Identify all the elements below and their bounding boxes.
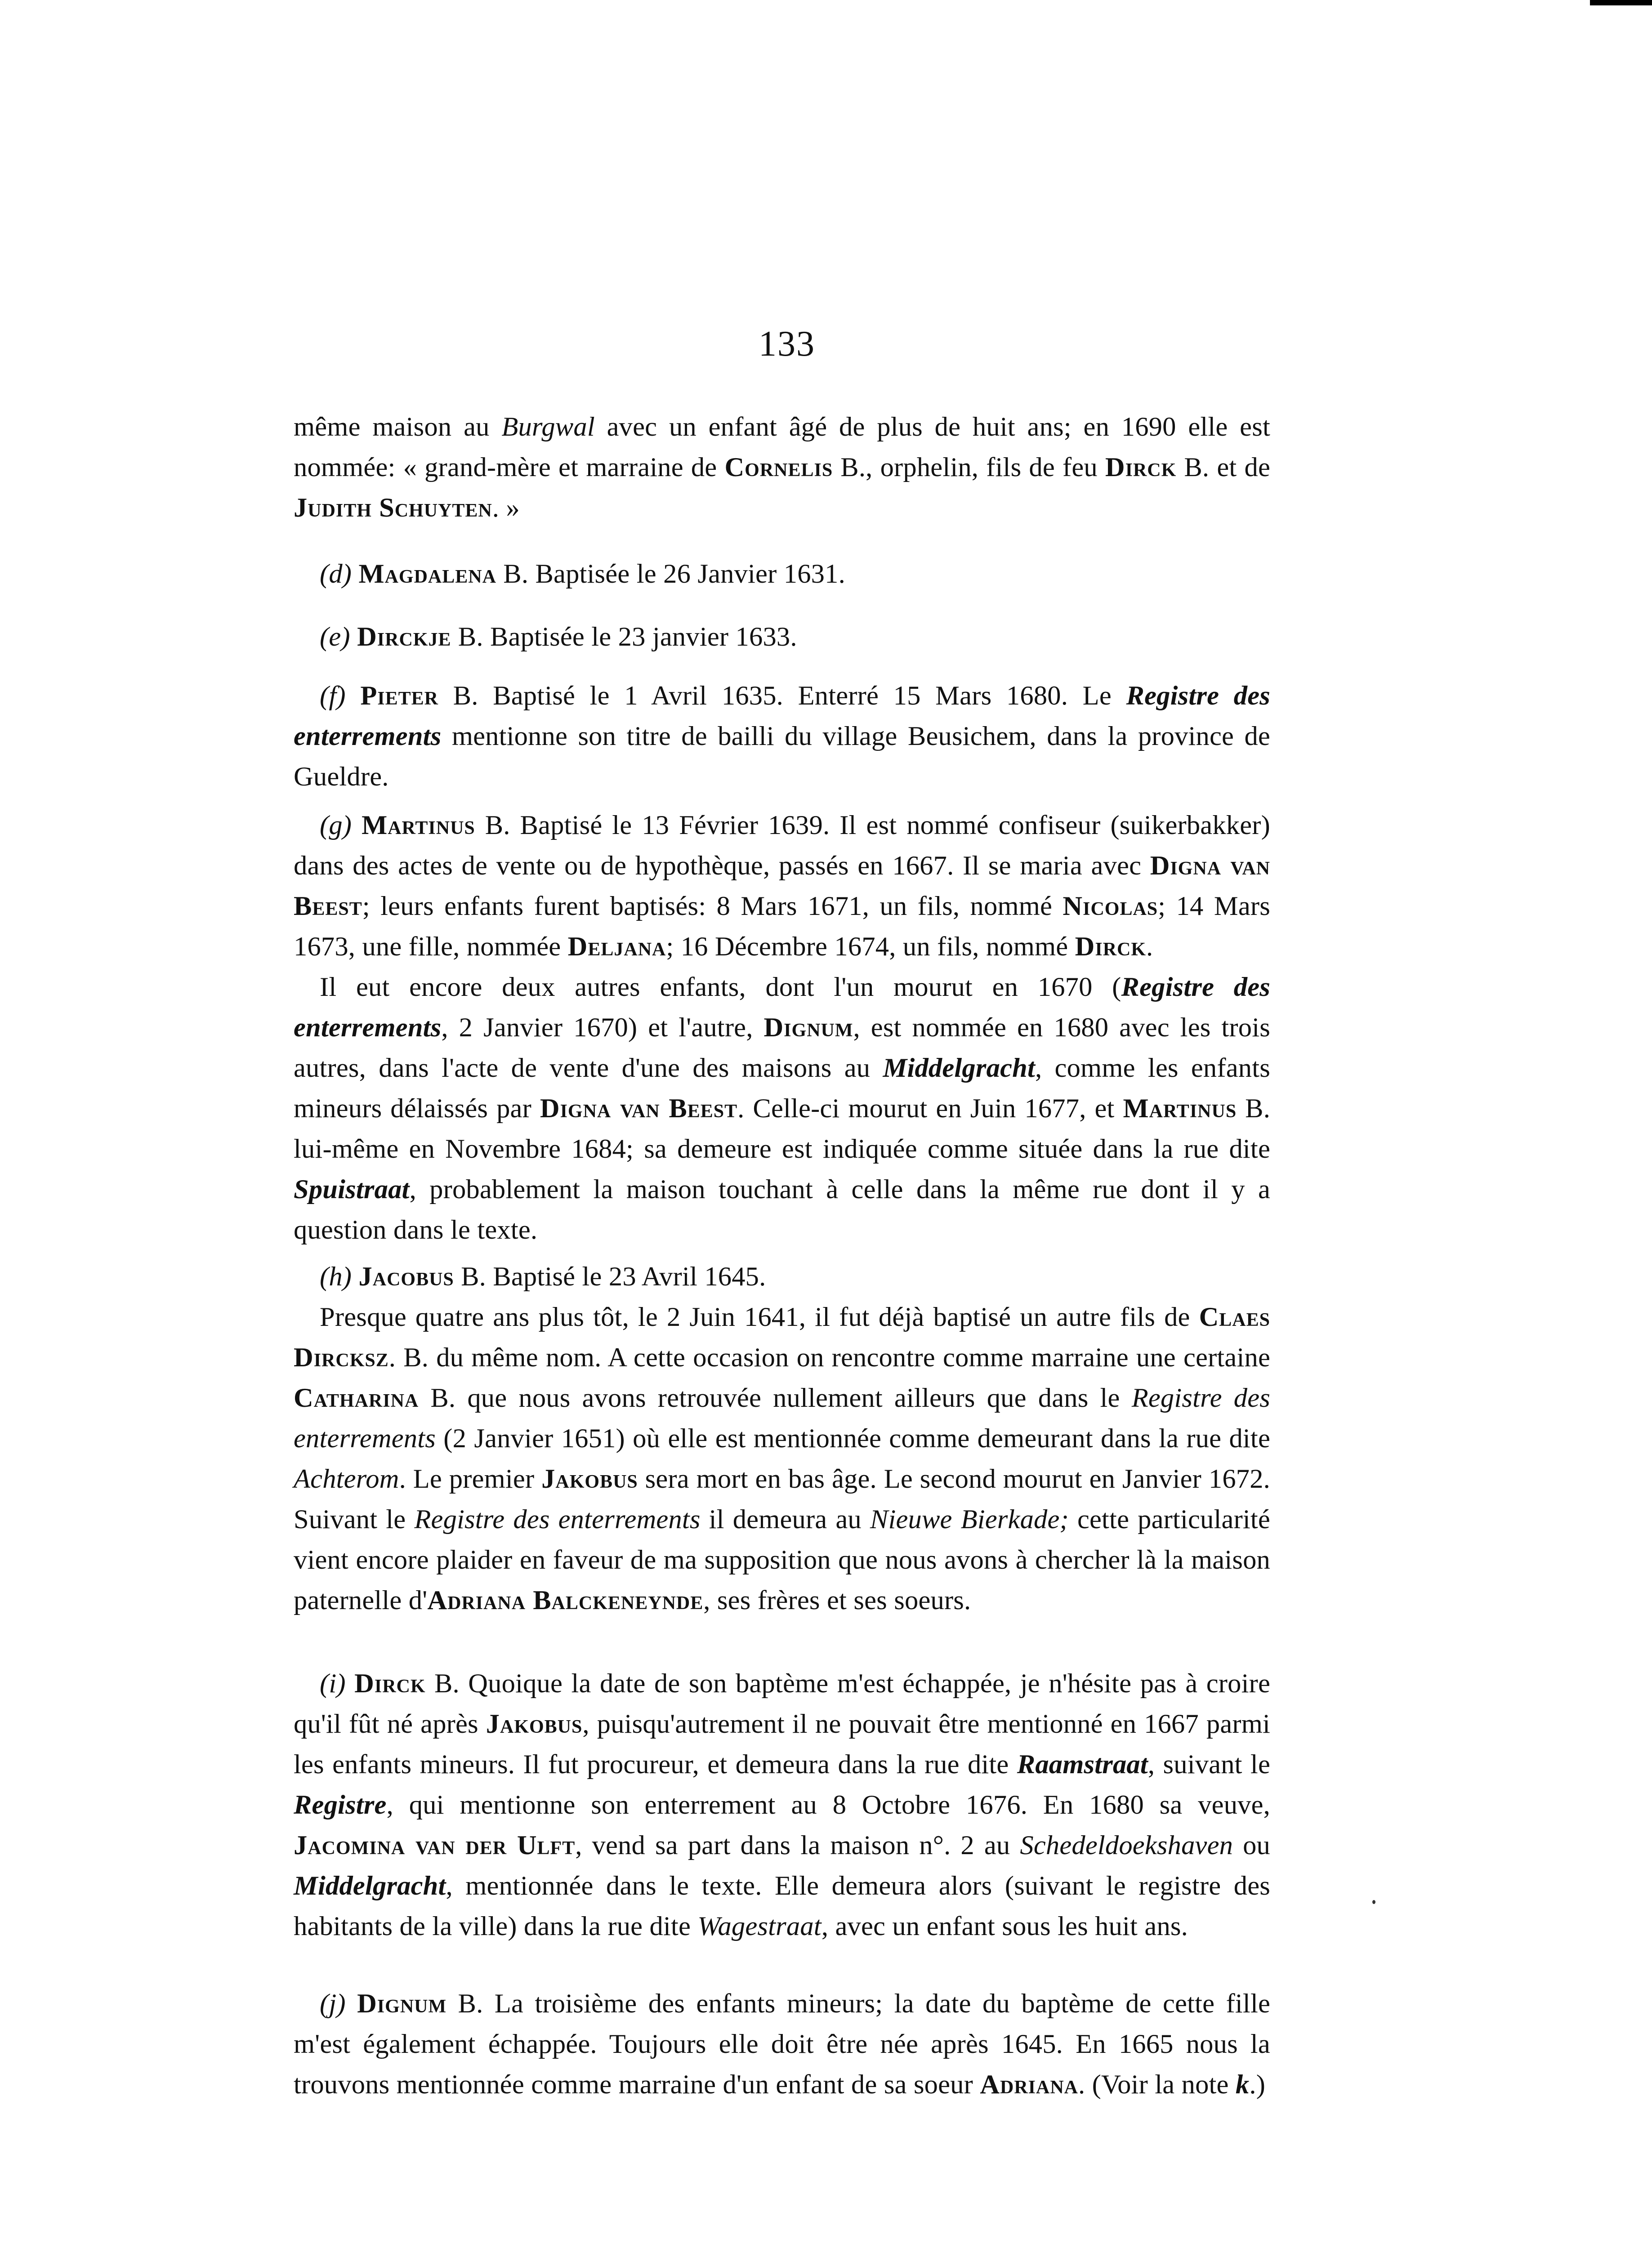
- person-name: Dirck: [354, 1668, 426, 1699]
- note-text: B. Baptisé le 13 Février 1639. Il est nommé confiseur (suikerbakker) dans des actes de vente ou de hypothèque, passés en 1667. Il se maria avec: [294, 810, 1270, 881]
- place-name: Middelgracht: [294, 1871, 446, 1901]
- note-text: (2 Janvier 1651) où elle est mentionnée comme demeurant dans la rue dite: [436, 1423, 1270, 1454]
- person-name: Cornelis: [724, 452, 833, 482]
- note-text: , puisqu'autrement il ne pouvait être mentionné en 1667 parmi les enfants mineurs. Il fut procureur, et demeura dans la rue dite: [294, 1709, 1270, 1780]
- note-text: ; 16 Décembre 1674, un fils, nommé: [666, 932, 1075, 962]
- note-text: B. Baptisée le 23 janvier 1633.: [451, 622, 797, 652]
- page-number: 133: [759, 324, 815, 364]
- person-name: Dignum: [763, 1012, 853, 1043]
- continuation-text: même maison au: [294, 412, 502, 442]
- note-text: , ses frères et ses soeurs.: [703, 1585, 971, 1615]
- note-text: mentionne son titre de bailli du village Beusichem, dans la province de Gueldre.: [294, 721, 1270, 792]
- person-name: Deljana: [567, 932, 666, 962]
- note-text: .): [1249, 2070, 1266, 2100]
- note-text: . Celle-ci mourut en Juin 1677, et: [737, 1093, 1123, 1124]
- person-name: Adriana: [980, 2070, 1079, 2100]
- continuation-text: B., orphelin, fils de feu: [833, 452, 1105, 482]
- place-name: Schedeldoekshaven: [1020, 1830, 1233, 1860]
- note-reference: k: [1235, 2070, 1250, 2100]
- person-name: Catharina: [294, 1383, 419, 1413]
- note-text: , vend sa part dans la maison n°. 2 au: [575, 1830, 1020, 1860]
- note-label: (i): [320, 1668, 346, 1699]
- note-text: Il eut encore deux autres enfants, dont l'un mourut en 1670 (: [320, 972, 1121, 1002]
- register-title: Registre des enterrements: [294, 1383, 1270, 1454]
- person-name: Magdalena: [358, 559, 496, 589]
- note-text: ; 14 Mars 1673, une fille, nommée: [294, 891, 1270, 962]
- note-text: , probablement la maison touchant à celle dans la même rue dont il y a question dans le texte.: [294, 1174, 1270, 1245]
- person-name: Nicolas: [1063, 891, 1158, 921]
- register-title: Registre: [294, 1790, 387, 1820]
- note-text: , comme les enfants mineurs délaissés par: [294, 1053, 1270, 1124]
- note-label: (f): [320, 681, 346, 711]
- place-name: Wagestraat: [697, 1911, 822, 1941]
- note-text: . Le premier: [399, 1464, 542, 1494]
- note-text: B. Baptisé le 23 Avril 1645.: [454, 1262, 766, 1292]
- place-name: Middelgracht: [883, 1053, 1035, 1083]
- person-name: Dirck: [1105, 452, 1177, 482]
- note-text: . (Voir la note: [1078, 2070, 1236, 2100]
- scan-speck: [1372, 1900, 1375, 1904]
- register-title: Registre des enterrements: [414, 1504, 701, 1534]
- place-name: Raamstraat: [1017, 1749, 1148, 1780]
- person-name: Jakobus: [486, 1709, 583, 1739]
- note-text: ; leurs enfants furent baptisés: 8 Mars 1671, un fils, nommé: [362, 891, 1063, 921]
- person-name: Dignum: [357, 1989, 447, 2019]
- note-text: B. Quoique la date de son baptème m'est échappée, je n'hésite pas à croire qu'il fût né après: [294, 1668, 1271, 1739]
- note-text: cette particularité vient encore plaider en faveur de ma supposition que nous avons à chercher là la maison paternelle d': [294, 1504, 1270, 1615]
- note-text: , suivant le: [1147, 1749, 1270, 1780]
- register-title: Registre des enterrements: [294, 972, 1270, 1043]
- note-label: (d): [320, 559, 352, 589]
- note-e: [294, 617, 1270, 657]
- person-name: Pieter: [360, 681, 439, 711]
- person-name: Martinus: [362, 810, 475, 840]
- note-g: [294, 805, 1270, 1250]
- note-text: Presque quatre ans plus tôt, le 2 Juin 1641, il fut déjà baptisé un autre fils de: [320, 1302, 1199, 1332]
- note-text: B. lui-même en Novembre 1684; sa demeure est indiquée comme située dans la rue dite: [294, 1093, 1271, 1164]
- note-text: il demeura au: [700, 1504, 870, 1534]
- place-name: Achterom: [294, 1464, 399, 1494]
- note-text: , est nommée en 1680 avec les trois autres, dans l'acte de vente d'une des maisons au: [294, 1012, 1270, 1083]
- person-name: Jacomina van der Ulft: [294, 1830, 576, 1860]
- note-j: [294, 1984, 1270, 2105]
- continuation-text: avec un enfant âgé de plus de huit ans; en 1690 elle est nommée: « grand-mère et marraine de: [294, 412, 1270, 482]
- note-text: .: [1146, 932, 1153, 962]
- scan-edge-mark: [1590, 0, 1652, 5]
- note-label: (g): [320, 810, 352, 840]
- register-title: Registre des enterrements: [294, 681, 1270, 751]
- note-text: B. Baptisé le 1 Avril 1635. Enterré 15 Mars 1680. Le: [438, 681, 1126, 711]
- note-text: ou: [1233, 1830, 1270, 1860]
- note-h: [294, 1257, 1270, 1621]
- person-name: Adriana Balckeneynde: [427, 1585, 704, 1615]
- note-label: (h): [320, 1262, 352, 1292]
- note-text: , mentionnée dans le texte. Elle demeura alors (suivant le registre des habitants de la ville) dans la rue dite: [294, 1871, 1270, 1941]
- note-text: B. que nous avons retrouvée nullement ailleurs que dans le: [419, 1383, 1132, 1413]
- person-name: Martinus: [1123, 1093, 1237, 1124]
- place-name: Spuistraat: [294, 1174, 410, 1204]
- continuation-text: B. et de: [1176, 452, 1270, 482]
- continuation-paragraph: [294, 407, 1270, 528]
- note-f: [294, 676, 1270, 797]
- person-name: Jacobus: [358, 1262, 454, 1292]
- person-name: Claes Dircksz: [294, 1302, 1270, 1373]
- note-label: (j): [320, 1989, 346, 2019]
- place-name: Nieuwe Bierkade;: [870, 1504, 1069, 1534]
- note-i: [294, 1664, 1270, 1947]
- continuation-text: . »: [492, 493, 520, 523]
- place-name: Burgwal: [501, 412, 595, 442]
- note-label: (e): [320, 622, 350, 652]
- note-text: sera mort en bas âge. Le second mourut en Janvier 1672. Suivant le: [294, 1464, 1270, 1534]
- person-name: Digna van Beest: [540, 1093, 738, 1124]
- person-name: Dirckje: [357, 622, 451, 652]
- note-text: B. Baptisée le 26 Janvier 1631.: [496, 559, 845, 589]
- note-text: B. La troisième des enfants mineurs; la date du baptème de cette fille m'est également échappée. Toujours elle doit être née après 1645. En 1665 nous la trouvons mentionnée comme marraine d'un enfant de sa soeur: [294, 1989, 1270, 2100]
- person-name: Digna van Beest: [294, 851, 1270, 921]
- note-text: , qui mentionne son enterrement au 8 Octobre 1676. En 1680 sa veuve,: [386, 1790, 1270, 1820]
- note-d: [294, 554, 1270, 594]
- note-text: , avec un enfant sous les huit ans.: [821, 1911, 1188, 1941]
- note-text: , 2 Janvier 1670) et l'autre,: [441, 1012, 764, 1043]
- note-text: . B. du même nom. A cette occasion on rencontre comme marraine une certaine: [388, 1343, 1270, 1373]
- person-name: Dirck: [1075, 932, 1147, 962]
- person-name: Judith Schuyten: [294, 493, 492, 523]
- person-name: Jakobus: [541, 1464, 638, 1494]
